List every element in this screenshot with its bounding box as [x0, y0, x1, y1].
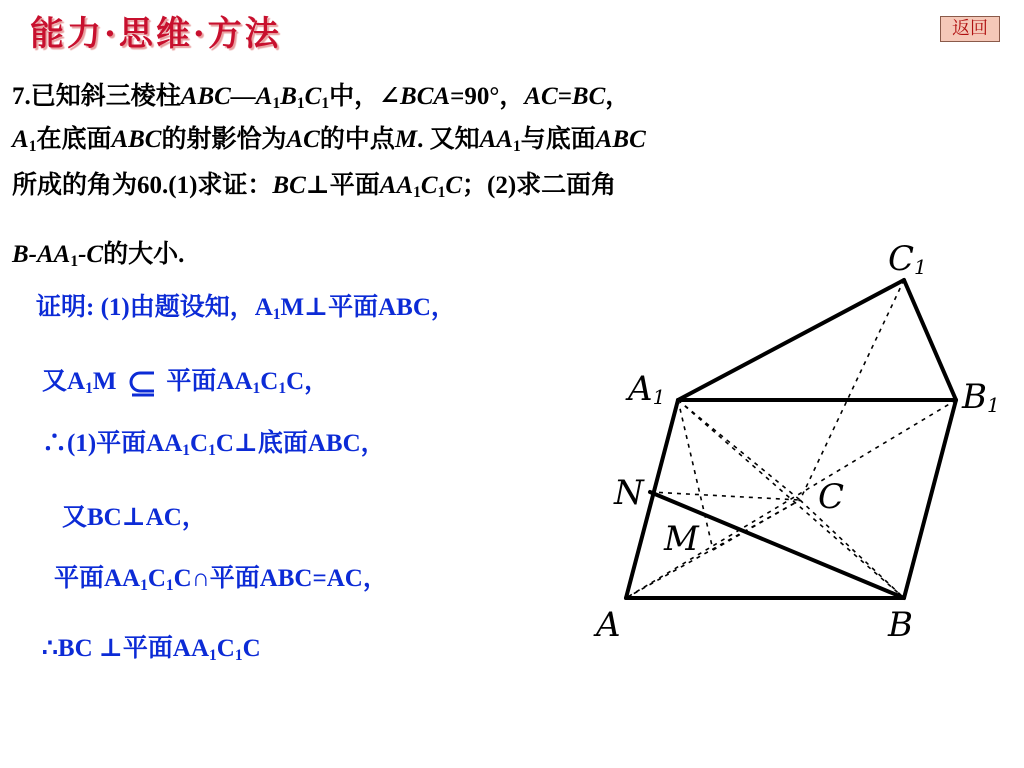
slide-title: 能力·思维·方法: [30, 14, 282, 54]
proof-line-2: 又$A_1M$ 平面$AA_1C_1C$，: [42, 368, 330, 397]
label-m: M: [664, 519, 699, 559]
problem-line-2: $A_1$在底面ABC的射影恰为AC的中点M. 又知$AA_1$与底面ABC: [12, 126, 646, 155]
label-b: B: [888, 605, 913, 645]
segment-b1-a: [626, 400, 956, 598]
label-c: C: [818, 477, 845, 517]
problem-line-1: 7.已知斜三棱柱$ABC—A_1B_1C_1$中，∠BCA=90°，AC=BC，: [12, 83, 631, 112]
segment-n-c: [650, 492, 800, 500]
segment-a1-c: [678, 400, 800, 500]
label-a1: A1: [628, 369, 666, 409]
prism-figure: [580, 230, 1024, 650]
edge-a1-c1: [678, 280, 904, 400]
edge-c1-c: [800, 280, 904, 500]
edge-b1-b: [904, 400, 956, 598]
proof-line-4: 又BC⊥AC，: [62, 504, 207, 531]
proof-line-3: ∴(1)平面$AA_1C_1C\perp$底面ABC，: [42, 430, 386, 459]
label-b1: B1: [962, 377, 1000, 417]
proof-line-5: 平面$AA_1C_1C\cap$平面ABC=AC，: [54, 565, 388, 594]
proof-line-1: 证明: (1)由题设知，$A_1M\perp$平面ABC，: [36, 294, 456, 323]
subset-symbol-icon: [124, 367, 158, 397]
back-button[interactable]: 返回: [940, 16, 1000, 42]
proof-line-6: ∴BC ⊥平面$AA_1C_1C$: [42, 635, 261, 664]
label-c1: C1: [888, 239, 927, 279]
problem-line-4: $B-AA_1-C$的大小.: [12, 241, 185, 270]
edge-c1-b1: [904, 280, 956, 400]
label-a: A: [596, 605, 621, 645]
problem-line-3: 所成的角为60.(1)求证：BC⊥平面$AA_1C_1C$；(2)求二面角: [12, 172, 617, 201]
label-n: N: [614, 473, 644, 513]
